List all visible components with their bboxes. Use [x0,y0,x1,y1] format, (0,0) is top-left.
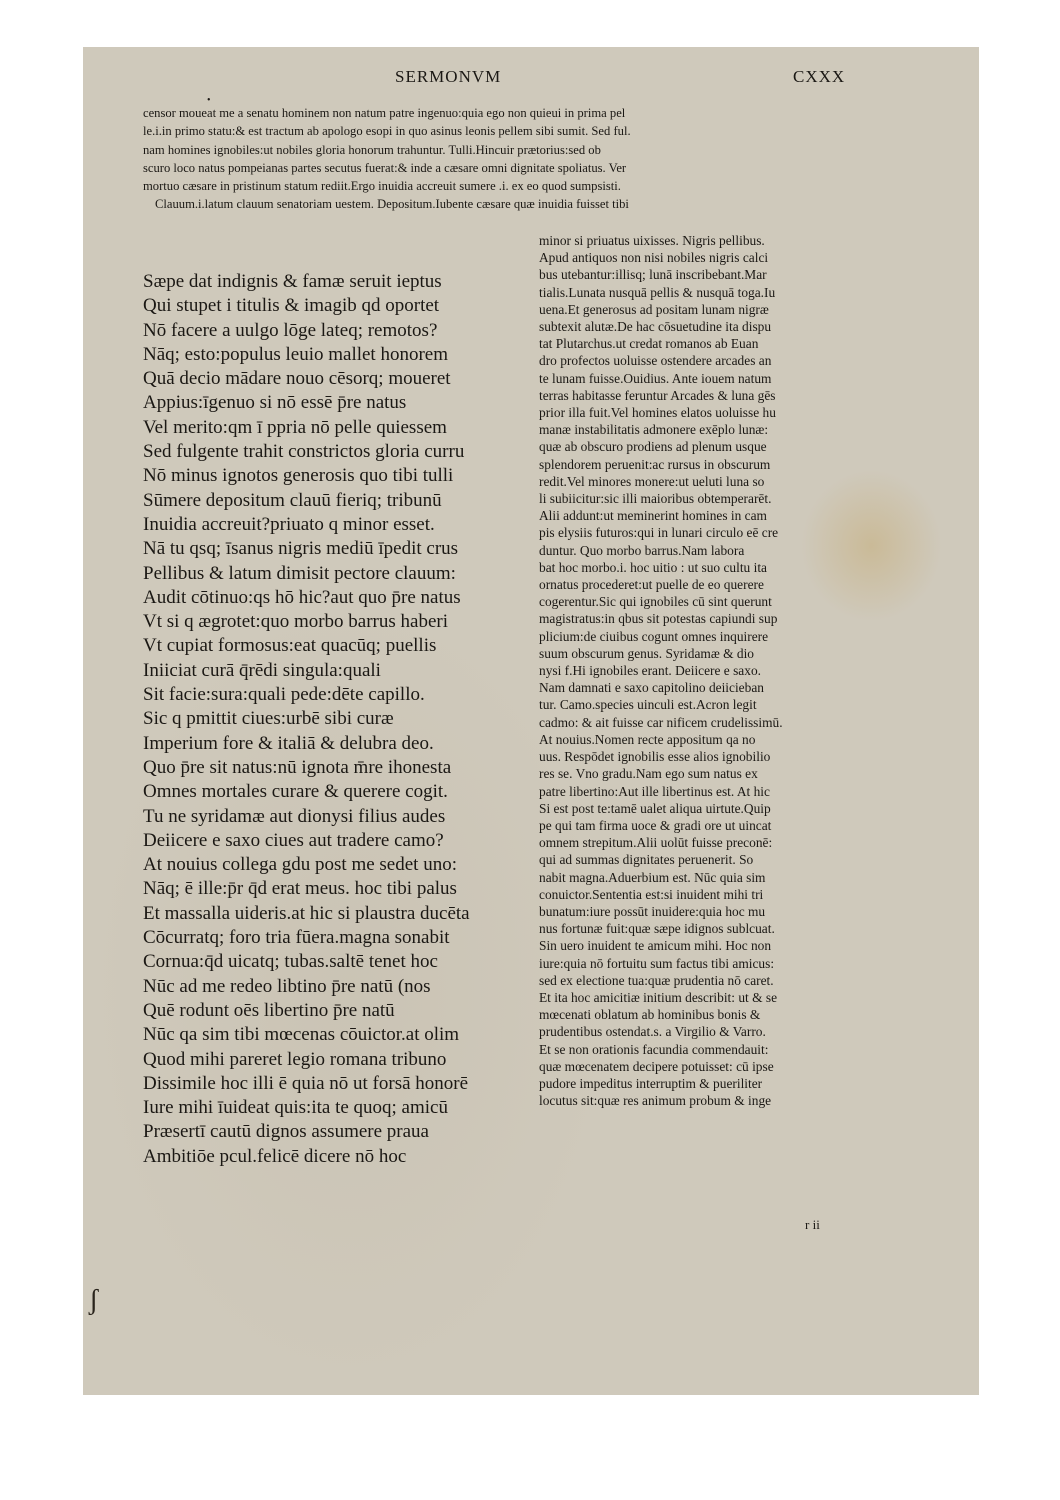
verse-line: Inuidia accreuit?priuato q minor esset. [143,513,435,535]
commentary-line: plicium:de ciuibus cogunt omnes inquirere [539,628,769,644]
commentary-line: Et se non orationis facundia commendauit: [539,1041,769,1057]
commentary-line: mœcenati oblatum ab hominibus bonis & [539,1007,761,1023]
commentary-line: Apud antiquos non nisi nobiles nigris calci [539,250,769,266]
commentary-line: Et ita hoc amicitiæ initium describit: ut & se [539,989,778,1005]
commentary-line: magistratus:in qbus sit potestas capiundi sup [539,611,778,627]
book-page [83,47,979,1395]
commentary-line: censor moueat me a senatu hominem non natum patre ingenuo:quia ego non quieui in prima pel [143,106,626,120]
commentary-line: terras habitasse feruntur Arcades & luna gēs [539,387,776,403]
commentary-line: pe qui tam firma uoce & gradi ore ut uincat [539,817,772,833]
commentary-line: qui ad summas dignitates peruenerit. So [539,852,754,868]
verse-line: Sit facie:sura:quali pede:dēte capillo. [143,684,425,706]
commentary-line: pudore impeditus interruptim & pueriliter [539,1075,763,1091]
commentary-line: At nouius.Nomen recte appositum qa no [539,731,756,747]
commentary-line: redit.Vel minores monere:ut ueluti luna so [539,473,765,489]
verse-line: Audit cōtinuo:qs hō hic?aut quo p̄re natus [143,586,461,608]
verse-line: Nāq; ē ille:p̄r q̄d erat meus. hoc tibi palus [143,878,457,900]
commentary-line: sed ex electione tua:quæ prudentia nō caret. [539,972,774,988]
commentary-line: conuictor.Sententia est:si inuident mihi tri [539,886,764,902]
verse-line: Quod mihi pareret legio romana tribuno [143,1048,447,1070]
verse-line: Pellibus & latum dimisit pectore clauum: [143,562,456,584]
commentary-line: omnem strepitum.Alii uolūt fuisse preconē: [539,835,773,851]
ink-mark: • [207,95,211,106]
verse-line: Vt si q ægrotet:quo morbo barrus haberi [143,611,449,633]
commentary-line: dro profectos uoluisse ostendere arcades an [539,353,772,369]
commentary-line: Alii addunt:ut meminerint homines in cam [539,508,767,524]
commentary-line: Clauum.i.latum clauum senatoriam uestem. Depositum.Iubente cæsare quæ inuidia fuisset tibi [155,197,629,212]
commentary-line: manæ instabilitatis admonere exēplo lunæ: [539,422,769,438]
commentary-line: ornatus procederet:ut puelle de eo querere [539,577,764,593]
top-commentary [143,104,943,214]
verse-line: Iure mihi īuideat quis:ita te quoq; amicū [143,1097,448,1119]
commentary-line: cadmo: & ait fuisse car nificem crudelissimū. [539,714,783,730]
verse-line: Sic q pmittit ciues:urbē sibi curæ [143,708,394,730]
verse-line: Vt cupiat formosus:eat quacūq; puellis [143,635,437,657]
commentary-line: duntur. Quo morbo barrus.Nam labora [539,542,745,558]
commentary-line: subtexit alutæ.De hac cōsuetudine ita dispu [539,319,772,335]
commentary-line: tat Plutarchus.ut credat romanos ab Euan [539,336,759,352]
commentary-line: prudentibus ostendat.s. a Virgilio & Varro. [539,1024,766,1040]
commentary-line: Si est post te:tamē ualet aliqua uirtute.Quip [539,800,771,816]
commentary-line: prior illa fuit.Vel homines elatos uoluisse hu [539,405,776,421]
commentary-line: uus. Respōdet ignobilis esse alios ignobilio [539,749,771,765]
signature-mark: r ii [805,1217,820,1232]
commentary-line: bat hoc morbo.i. hoc uitio : ut suo cultu ita [539,559,767,575]
verse-line: Cōcurratq; foro tria fūera.magna sonabit [143,927,450,949]
verse-line: Dissimile hoc illi ē quia nō ut forsā honorē [143,1072,469,1094]
commentary-line: mortuo cæsare in pristinum statum rediit.Ergo inuidia accreuit sumere .i. ex eo quod sumpsisti. [143,179,621,194]
commentary-line: uena.Et generosus ad positam lunam nigræ [539,301,769,317]
verse-line: Nāq; esto:populus leuio mallet honorem [143,343,449,365]
verse-line: Nūc ad me redeo libtino p̄re natū (nos [143,975,431,997]
commentary-line: suum obscurum genus. Syridamæ & dio [539,645,754,661]
verse-line: Nā tu qsq; īsanus nigris mediū īpedit crus [143,538,459,560]
commentary-line: quæ ab obscuro prodiens ad plenum usque [539,439,767,455]
verse-line: Ambitiōe pcul.felicē dicere nō hoc [143,1145,407,1167]
verse-text [143,270,543,1169]
commentary-line: nus fortunæ fuit:quæ sæpe idignos sublcuat. [539,921,775,937]
verse-line: Sūmere depositum clauū fieriq; tribunū [143,489,442,511]
commentary-line: quæ mœcenatem decipere potuisset: cū ipse [539,1058,774,1074]
verse-line: Nūc qa sim tibi mœcenas cōuictor.at olim [143,1024,460,1046]
verse-line: Vel merito:qm ī ppria nō pelle quiessem [143,416,447,438]
verse-line: Sed fulgente trahit constrictos gloria curru [143,441,465,463]
verse-line: Præsertī cautū dignos assumere praua [143,1121,429,1143]
commentary-line: nam homines ignobiles:ut nobiles gloria honorum trahuntur. Tulli.Hincuir prætorius:sed ob [143,142,601,157]
verse-line: Quā decio mādare nouo cēsorq; moueret [143,368,451,390]
margin-ink-mark: ʃ [89,1285,99,1316]
commentary-line: iure:quia nō fortuitu sum factus tibi amicus: [539,955,775,971]
commentary-line: bus utebantur:illisq; lunā inscribebant.Mar [539,267,767,283]
commentary-line: res se. Vno gradu.Nam ego sum natus ex [539,766,758,782]
verse-line: Qui stupet i titulis & imagib qd oportet [143,295,440,317]
commentary-line: cogerentur.Sic qui ignobiles cū sint querunt [539,594,772,610]
margin-commentary [539,232,879,1109]
verse-line: Iniiciat curā q̄rēdi singula:quali [143,659,381,681]
commentary-line: nysi f.Hi ignobiles erant. Deiicere e saxo. [539,663,761,679]
verse-line: Imperium fore & italiā & delubra deo. [143,732,434,754]
commentary-line: scuro loco natus pompeianas partes secutus fuerat:& inde a cæsare omni dignitate spoliatus. Ver [143,160,627,175]
commentary-line: te lunam fuisse.Ouidius. Ante iouem natum [539,370,772,386]
commentary-line: nabit magna.Aduerbium est. Nūc quia sim [539,869,766,885]
commentary-line: tialis.Lunata nusquā pellis & nusquā toga.Iu [539,284,776,300]
folio-number: CXXX [793,67,846,86]
commentary-line: Sin uero inuident te amicum mihi. Hoc non [539,938,772,954]
commentary-line: splendorem peruenit:ac rursus in obscurum [539,456,771,472]
verse-line: Cornua:q̄d uicatq; tubas.saltē tenet hoc [143,951,438,973]
verse-line: Tu ne syridamæ aut dionysi filius audes [143,805,446,827]
commentary-line: bunatum:iure possūt inuidere:quia hoc mu [539,903,766,919]
verse-line: Sæpe dat indignis & famæ seruit ieptus [143,271,442,292]
verse-line: Quē rodunt oēs libertino p̄re natū [143,999,395,1021]
commentary-line: li subiicitur:sic illi maioribus obtemperarēt. [539,491,772,507]
verse-line: Appius:īgenuo si nō essē p̄re natus [143,392,407,414]
commentary-line: patre libertino:Aut ille libertinus est. At hic [539,783,770,799]
commentary-line: Nam damnati e saxo capitolino deiicieban [539,680,764,696]
commentary-line: le.i.in primo statu:& est tractum ab apologo esopi in quo asinus leonis pellem sibi sumit. Sed ful. [143,124,631,139]
verse-line: Nō facere a uulgo lōge lateq; remotos? [143,319,438,341]
verse-line: Nō minus ignotos generosis quo tibi tulli [143,465,454,487]
verse-line: At nouius collega gdu post me sedet uno: [143,854,457,876]
verse-line: Et massalla uideris.at hic si plaustra ducēta [143,902,470,924]
verse-line: Omnes mortales curare & querere cogit. [143,781,448,803]
verse-line: Deiicere e saxo ciues aut tradere camo? [143,829,444,851]
commentary-line: minor si priuatus uixisses. Nigris pellibus. [539,233,765,248]
commentary-line: tur. Camo.species uinculi est.Acron legit [539,697,757,713]
running-title: SERMONVM [395,67,502,86]
commentary-line: locutus sit:quæ res animum probum & inge [539,1093,772,1109]
commentary-line: pis elysiis futuros:qui in lunari circulo eē cre [539,525,779,541]
verse-line: Quo p̄re sit natus:nū ignota m̄re ihonesta [143,756,452,778]
